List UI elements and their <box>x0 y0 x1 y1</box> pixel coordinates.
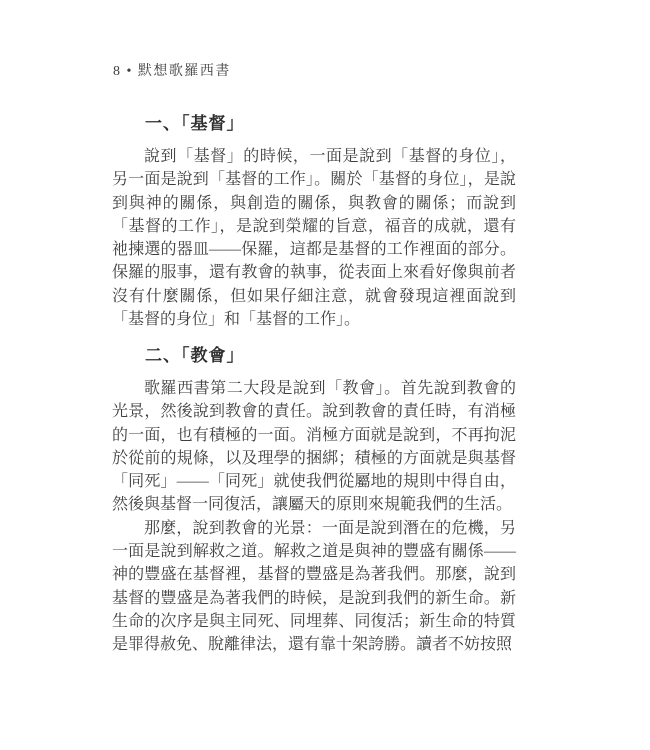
section-body-christ <box>112 145 516 331</box>
section-body-church <box>112 377 516 657</box>
page-number-and-book-title: 8 • 默想歌羅西書 <box>113 64 231 79</box>
section-heading-church: 二、「教會」 <box>145 346 245 365</box>
section-heading-christ: 一、「基督」 <box>145 114 245 133</box>
running-header <box>113 60 231 80</box>
paragraph: 說到「基督」的時候，一面是說到「基督的身位」，另一面是說到「基督的工作」。關於「基督的身位」，是說到與神的關係，與創造的關係，與教會的關係；而說到「基督的工作」，是說到榮耀的旨意，福音的成就，還有祂揀選的器皿——保羅，這都是基督的工作裡面的部分。保羅的服事，還有教會的執事，從表面上來看好像與前者沒有什麼關係，但如果仔細注意，就會發現這裡面說到「基督的身位」和「基督的工作」。 <box>112 148 516 329</box>
paragraph: 那麼，說到教會的光景：一面是說到潛在的危機，另一面是說到解救之道。解救之道是與神的豐盛有關係——神的豐盛在基督裡，基督的豐盛是為著我們。那麼，說到基督的豐盛是為著我們的時候，是說到我們的新生命。新生命的次序是與主同死、同埋葬、同復活；新生命的特質是罪得赦免、脫離律法，還有靠十架誇勝。讀者不妨按照 <box>112 519 516 654</box>
paragraph: 歌羅西書第二大段是說到「教會」。首先說到教會的光景，然後說到教會的責任。說到教會的責任時，有消極的一面，也有積極的一面。消極方面就是說到，不再拘泥於從前的規條，以及理學的捆綁；積極的方面就是與基督「同死」——「同死」就使我們從屬地的規則中得自由，然後與基督一同復活，讓屬天的原則來規範我們的生活。 <box>112 380 516 514</box>
